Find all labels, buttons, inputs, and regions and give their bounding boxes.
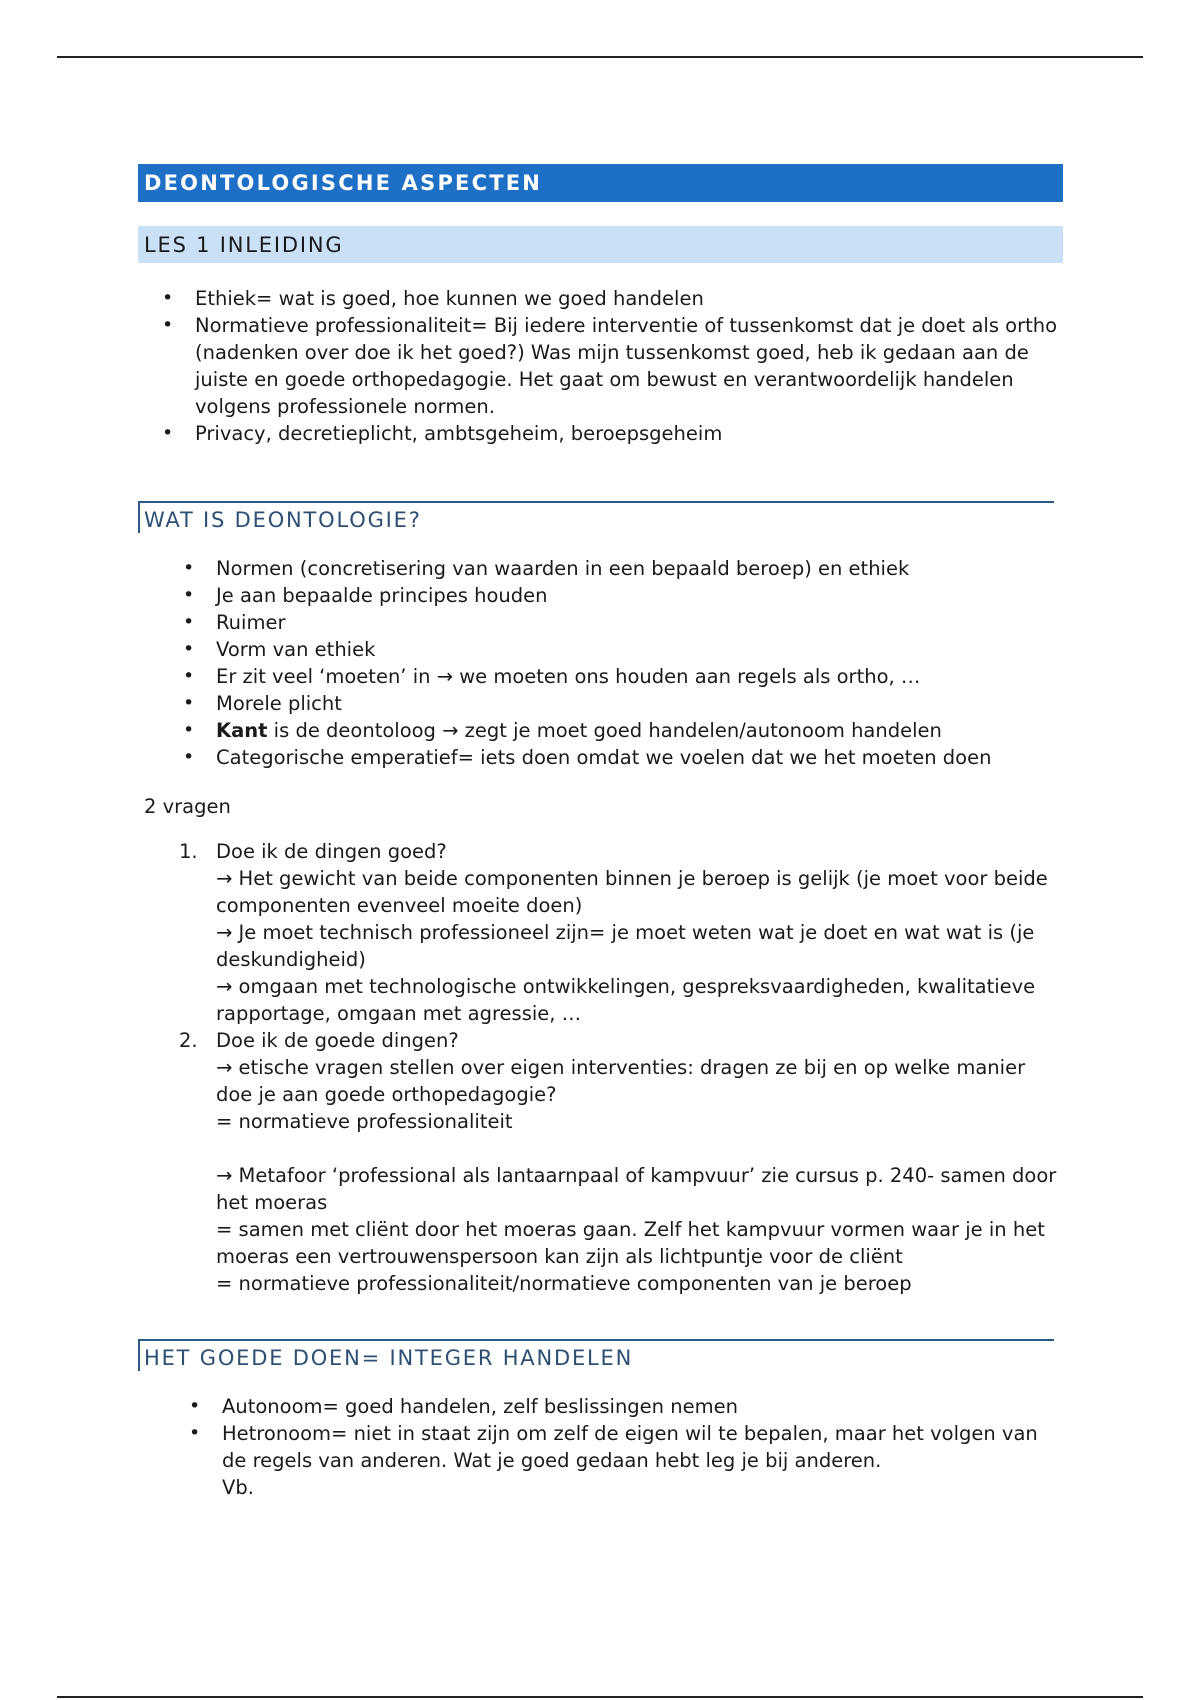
question-line: = normatieve professionaliteit (216, 1110, 513, 1133)
list-item-kant (216, 717, 1063, 744)
question-line: = normatieve professionaliteit/normatieve componenten van je beroep (216, 1272, 912, 1295)
list-item: • Morele plicht (216, 690, 1063, 717)
question-2 (179, 1027, 1063, 1297)
question-number: 2. (179, 1029, 198, 1052)
question-title: Doe ik de goede dingen? (216, 1029, 459, 1052)
list-item: • Autonoom= goed handelen, zelf beslissingen nemen (222, 1393, 1063, 1420)
list-item: • Vorm van ethiek (216, 636, 1063, 663)
header-rule (57, 56, 1143, 58)
question-line: = samen met cliënt door het moeras gaan. Zelf het kampvuur vormen waar je in het moeras een vertrouwenspersoon kan zijn als lichtpuntje voor de cliënt (216, 1218, 1045, 1268)
question-line: → omgaan met technologische ontwikkelingen, gespreksvaardigheden, kwalitatieve rapportage, omgaan met agressie, … (216, 975, 1036, 1025)
blank-line (216, 1135, 1063, 1162)
section-heading-les1: LES 1 INLEIDING (138, 226, 1063, 263)
list-item: • Er zit veel ‘moeten’ in → we moeten ons houden aan regels als ortho, … (216, 663, 1063, 690)
section-heading-integer: HET GOEDE DOEN= INTEGER HANDELEN (138, 1339, 1054, 1371)
hetronoom-text: • Hetronoom= niet in staat zijn om zelf de eigen wil te bepalen, maar het volgen van de regels van anderen. Wat je goed gedaan hebt leg je bij anderen. (222, 1422, 1038, 1472)
deontologie-list (138, 555, 1063, 771)
list-item: • Ethiek= wat is goed, hoe kunnen we goed handelen (195, 285, 1063, 312)
document-title: DEONTOLOGISCHE ASPECTEN (138, 164, 1063, 202)
kant-bold: Kant (216, 719, 268, 742)
vragen-label: 2 vragen (144, 795, 231, 818)
list-item: • Je aan bepaalde principes houden (216, 582, 1063, 609)
question-1 (179, 838, 1063, 1027)
document-page (138, 164, 1063, 1501)
list-item: • Normen (concretisering van waarden in een bepaald beroep) en ethiek (216, 555, 1063, 582)
list-item-hetronoom (222, 1420, 1063, 1501)
footer-rule (57, 1696, 1143, 1698)
list-item: • Privacy, decretieplicht, ambtsgeheim, beroepsgeheim (195, 420, 1063, 447)
question-line: → Het gewicht van beide componenten binnen je beroep is gelijk (je moet voor beide componenten evenveel moeite doen) (216, 867, 1048, 917)
hetronoom-example: Vb. (222, 1476, 254, 1499)
list-item: • Normatieve professionaliteit= Bij iedere interventie of tussenkomst dat je doet als ortho (nadenken over doe ik het goed?) Was mijn tussenkomst goed, heb ik gedaan aan de juiste en goede orthopedagogie. Het gaat om bewust en verantwoordelijk handelen volgens professionele normen. (195, 312, 1063, 420)
section-heading-deontologie: WAT IS DEONTOLOGIE? (138, 501, 1054, 533)
les1-list (138, 285, 1063, 447)
list-item: • Categorische emperatief= iets doen omdat we voelen dat we het moeten doen (216, 744, 1063, 771)
vragen-list (138, 838, 1063, 1297)
question-line: → Je moet technisch professioneel zijn= je moet weten wat je doet en wat wat is (je deskundigheid) (216, 921, 1035, 971)
question-line: → Metafoor ‘professional als lantaarnpaal of kampvuur’ zie cursus p. 240- samen door het moeras (216, 1164, 1057, 1214)
integer-list (138, 1393, 1063, 1501)
kant-rest: is de deontoloog → zegt je moet goed handelen/autonoom handelen (267, 719, 942, 742)
question-line: → etische vragen stellen over eigen interventies: dragen ze bij en op welke manier doe je aan goede orthopedagogie? (216, 1056, 1026, 1106)
question-number: 1. (179, 840, 198, 863)
question-title: Doe ik de dingen goed? (216, 840, 447, 863)
list-item: • Ruimer (216, 609, 1063, 636)
